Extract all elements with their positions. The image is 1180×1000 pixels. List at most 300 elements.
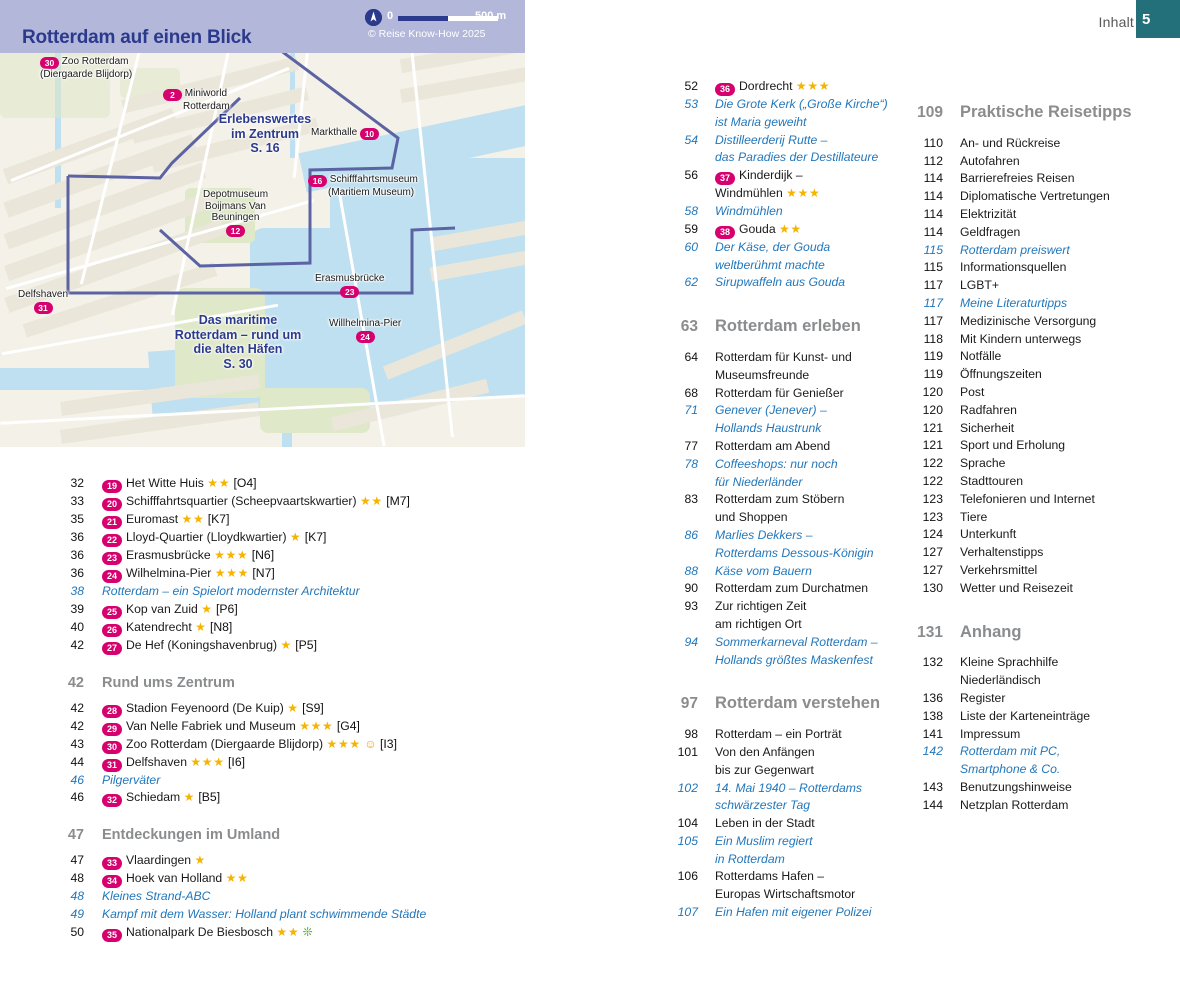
toc-entry-title: Rotterdam mit PC, bbox=[960, 744, 1061, 759]
toc-entry-row[interactable] bbox=[905, 153, 1170, 171]
toc-section-page: 42 bbox=[67, 674, 84, 691]
toc-entry-title: Telefonieren und Internet bbox=[960, 491, 1095, 506]
toc-page-number: 124 bbox=[922, 527, 943, 542]
toc-column-left bbox=[40, 475, 510, 942]
toc-entry-text bbox=[715, 815, 895, 833]
toc-page-number: 40 bbox=[70, 619, 84, 634]
toc-entry-text-line2 bbox=[715, 545, 895, 563]
toc-entry-title: Notfälle bbox=[960, 349, 1002, 364]
toc-entry-title-cont: am richtigen Ort bbox=[715, 616, 802, 631]
toc-page-number: 68 bbox=[684, 385, 698, 400]
rating-stars: ★ bbox=[280, 637, 292, 652]
toc-entry-text bbox=[102, 601, 510, 619]
toc-entry-row[interactable] bbox=[905, 313, 1170, 331]
toc-entry-title: Delfshaven bbox=[126, 754, 187, 769]
toc-page-number: 98 bbox=[684, 727, 698, 742]
area-maritim-line3: die alten Häfen bbox=[193, 342, 283, 356]
toc-page-number: 71 bbox=[684, 403, 698, 418]
toc-entry-text-line2 bbox=[960, 672, 1170, 690]
toc-entry-title: Tiere bbox=[960, 509, 988, 524]
rating-stars: ★★ bbox=[181, 512, 205, 526]
toc-page-number: 102 bbox=[677, 780, 698, 795]
scale-max-label: 500 m bbox=[475, 10, 507, 22]
toc-entry-text bbox=[102, 547, 510, 565]
toc-entry-text-line2 bbox=[715, 886, 895, 904]
toc-entry-title: Leben in der Stadt bbox=[715, 816, 815, 831]
toc-entry-title: LGBT+ bbox=[960, 278, 999, 293]
toc-entry-row[interactable] bbox=[905, 797, 1170, 815]
toc-entry-row[interactable] bbox=[660, 78, 895, 96]
toc-entry-text bbox=[715, 904, 895, 922]
area-zentrum-line2: im Zentrum bbox=[230, 126, 300, 141]
toc-entry-title: Die Grote Kerk („Große Kirche“) bbox=[715, 97, 888, 111]
toc-entry-text bbox=[715, 274, 895, 292]
toc-entry-title: Rotterdam am Abend bbox=[715, 438, 831, 453]
toc-entry-text-line2 bbox=[715, 652, 895, 670]
toc-page-number: 48 bbox=[70, 889, 84, 904]
map-grid-ref: [N6] bbox=[251, 548, 275, 562]
toc-page-number: 46 bbox=[70, 772, 84, 787]
toc-tip-row[interactable] bbox=[660, 132, 895, 168]
toc-section-header bbox=[40, 675, 510, 693]
toc-entry-title-cont: für Niederländer bbox=[715, 474, 803, 489]
toc-entry-row[interactable] bbox=[905, 206, 1170, 224]
toc-entry-text bbox=[102, 619, 510, 637]
toc-tip-row[interactable] bbox=[660, 904, 895, 922]
toc-page-number: 112 bbox=[923, 153, 943, 168]
toc-entry-text bbox=[960, 348, 1170, 366]
toc-entry-title: Post bbox=[960, 384, 985, 399]
toc-entry-row[interactable] bbox=[905, 690, 1170, 708]
toc-entry-title: Dordrecht bbox=[739, 79, 793, 93]
toc-entry-row[interactable] bbox=[40, 718, 510, 736]
toc-entry-row[interactable] bbox=[905, 366, 1170, 384]
map-poi-depot-line2: Boijmans Van bbox=[205, 200, 266, 212]
toc-page-number: 121 bbox=[922, 420, 943, 435]
toc-entry-text bbox=[102, 475, 510, 493]
toc-entry-row[interactable] bbox=[905, 779, 1170, 797]
toc-entry-text bbox=[960, 473, 1170, 491]
compass-north-icon bbox=[365, 9, 382, 26]
toc-entry-text bbox=[102, 637, 510, 655]
toc-entry-title: Coffeeshops: nur noch bbox=[715, 456, 838, 471]
toc-entry-row[interactable] bbox=[40, 493, 510, 511]
toc-entry-title-cont: Windmühlen bbox=[715, 186, 783, 201]
toc-entry-text bbox=[715, 580, 895, 598]
toc-entry-text bbox=[960, 153, 1170, 171]
toc-tip-row[interactable] bbox=[660, 203, 895, 221]
toc-page-number: 35 bbox=[70, 512, 84, 526]
toc-entry-row[interactable] bbox=[905, 331, 1170, 349]
toc-entry-title: Sicherheit bbox=[960, 420, 1015, 435]
toc-page-number: 42 bbox=[70, 718, 84, 733]
toc-page-number: 127 bbox=[922, 545, 943, 560]
map-grid-ref: [S9] bbox=[302, 700, 324, 715]
toc-entry-text bbox=[960, 491, 1170, 509]
toc-entry-title: Pilgerväter bbox=[102, 772, 161, 787]
toc-entry-text bbox=[102, 700, 510, 718]
toc-entry-title: Rotterdams Hafen – bbox=[715, 869, 825, 884]
toc-entry-text bbox=[715, 402, 895, 420]
toc-entry-row[interactable] bbox=[905, 562, 1170, 580]
toc-entry-title: Meine Literaturtipps bbox=[960, 295, 1068, 310]
area-maritim-line4: S. 30 bbox=[223, 356, 253, 371]
rating-stars: ★★★ bbox=[190, 754, 225, 769]
toc-entry-row[interactable] bbox=[660, 221, 895, 239]
toc-entry-text bbox=[102, 565, 510, 583]
toc-tip-row[interactable] bbox=[660, 274, 895, 292]
toc-page-number: 120 bbox=[922, 402, 943, 417]
toc-tip-row[interactable] bbox=[40, 583, 510, 601]
toc-tip-row[interactable] bbox=[905, 743, 1170, 779]
toc-tip-row[interactable] bbox=[40, 906, 510, 924]
toc-tip-row[interactable] bbox=[40, 888, 510, 906]
toc-page-number: 117 bbox=[923, 295, 943, 310]
toc-tip-row[interactable] bbox=[905, 295, 1170, 313]
toc-entry-title: Liste der Karteneinträge bbox=[960, 708, 1091, 723]
toc-entry-text bbox=[715, 167, 895, 185]
toc-badge-37: 37 bbox=[715, 172, 735, 185]
toc-page-number: 114 bbox=[923, 189, 943, 204]
toc-entry-title: Ein Muslim regiert bbox=[715, 833, 813, 848]
rating-stars: ★ bbox=[289, 530, 302, 544]
toc-tip-row[interactable] bbox=[660, 634, 895, 670]
toc-entry-row[interactable] bbox=[905, 654, 1170, 690]
toc-tip-row[interactable] bbox=[660, 402, 895, 438]
toc-tip-row[interactable] bbox=[660, 780, 895, 816]
toc-entry-row[interactable] bbox=[905, 473, 1170, 491]
toc-entry-text bbox=[960, 206, 1170, 224]
toc-entry-title: Wetter und Reisezeit bbox=[960, 580, 1073, 595]
toc-entry-text bbox=[960, 562, 1170, 580]
toc-entry-text-line2 bbox=[960, 761, 1170, 779]
rating-stars: ★ bbox=[201, 601, 213, 616]
toc-entry-title: Rotterdam für Kunst- und bbox=[715, 349, 852, 364]
map-grid-ref: [N8] bbox=[209, 619, 233, 634]
toc-column-right bbox=[905, 78, 1170, 814]
toc-entry-text bbox=[715, 744, 895, 762]
toc-entry-row[interactable] bbox=[40, 754, 510, 772]
toc-entry-row[interactable] bbox=[905, 455, 1170, 473]
toc-entry-title: Kinderdijk – bbox=[739, 168, 803, 183]
toc-entry-title: Rotterdam – ein Spielort modernster Architektur bbox=[102, 584, 360, 598]
toc-entry-row[interactable] bbox=[40, 852, 510, 870]
map-poi-miniworld-line1: Miniworld bbox=[184, 88, 228, 99]
toc-entry-text bbox=[715, 385, 895, 403]
toc-entry-row[interactable] bbox=[40, 475, 510, 493]
toc-entry-row[interactable] bbox=[905, 437, 1170, 455]
rating-stars: ★★★ bbox=[786, 186, 821, 201]
toc-page-number: 88 bbox=[684, 563, 698, 578]
map-poi-zoo bbox=[40, 56, 132, 81]
toc-badge-26: 26 bbox=[102, 624, 122, 637]
page-number-badge bbox=[1136, 0, 1180, 38]
toc-entry-title: Rotterdam zum Stöbern bbox=[715, 492, 845, 507]
toc-page-number: 144 bbox=[922, 797, 943, 812]
toc-badge-34: 34 bbox=[102, 875, 122, 888]
toc-entry-row[interactable] bbox=[905, 259, 1170, 277]
toc-entry-text bbox=[715, 527, 895, 545]
toc-entry-text bbox=[715, 833, 895, 851]
toc-entry-title: Het Witte Huis bbox=[126, 476, 204, 490]
rating-stars: ★★★ bbox=[299, 718, 334, 733]
toc-entry-row[interactable] bbox=[40, 529, 510, 547]
area-zentrum-line3: S. 16 bbox=[250, 141, 280, 155]
map-grid-ref: [G4] bbox=[336, 718, 360, 733]
toc-entry-text bbox=[960, 580, 1170, 598]
toc-entry-title: Gouda bbox=[739, 221, 776, 236]
toc-entry-row[interactable] bbox=[40, 637, 510, 655]
toc-page-number: 121 bbox=[922, 438, 943, 453]
toc-entry-row[interactable] bbox=[660, 438, 895, 456]
toc-entry-text bbox=[102, 754, 510, 772]
map-poi-willhelmina-pier bbox=[329, 318, 401, 343]
toc-entry-title: Lloyd-Quartier (Lloydkwartier) bbox=[126, 530, 287, 544]
map-badge-12: 12 bbox=[226, 225, 245, 237]
toc-entry-text bbox=[715, 239, 895, 257]
toc-entry-row[interactable] bbox=[40, 511, 510, 529]
toc-entry-text bbox=[960, 295, 1170, 313]
toc-badge-24: 24 bbox=[102, 570, 122, 583]
toc-tip-row[interactable] bbox=[905, 242, 1170, 260]
map-grid-ref: [K7] bbox=[304, 530, 327, 544]
toc-entry-row[interactable] bbox=[660, 598, 895, 634]
toc-entry-text bbox=[960, 797, 1170, 815]
toc-entry-row[interactable] bbox=[40, 547, 510, 565]
toc-entry-title: Verkehrsmittel bbox=[960, 562, 1038, 577]
toc-entry-row[interactable] bbox=[905, 384, 1170, 402]
toc-entry-title: Vlaardingen bbox=[126, 853, 192, 868]
toc-entry-row[interactable] bbox=[40, 789, 510, 807]
toc-page-number: 104 bbox=[677, 816, 698, 831]
toc-entry-title: Euromast bbox=[126, 512, 179, 526]
toc-page-number: 105 bbox=[677, 833, 698, 848]
map-copyright: © Reise Know-How 2025 bbox=[368, 28, 486, 40]
toc-entry-row[interactable] bbox=[905, 491, 1170, 509]
toc-entry-title: Käse vom Bauern bbox=[715, 563, 812, 578]
toc-entry-row[interactable] bbox=[40, 870, 510, 888]
toc-entry-title: Zoo Rotterdam (Diergaarde Blijdorp) bbox=[126, 736, 324, 751]
toc-entry-text bbox=[102, 583, 510, 601]
toc-entry-text bbox=[960, 135, 1170, 153]
toc-entry-row[interactable] bbox=[40, 601, 510, 619]
toc-section-title: Rotterdam verstehen bbox=[715, 694, 881, 713]
toc-page-number: 101 bbox=[677, 744, 698, 759]
toc-entry-row[interactable] bbox=[905, 170, 1170, 188]
toc-entry-row[interactable] bbox=[905, 224, 1170, 242]
toc-entry-text bbox=[102, 493, 510, 511]
toc-entry-title-cont: bis zur Gegenwart bbox=[715, 762, 814, 777]
toc-tip-row[interactable] bbox=[660, 239, 895, 275]
toc-entry-text bbox=[715, 456, 895, 474]
toc-entry-row[interactable] bbox=[905, 726, 1170, 744]
toc-tip-row[interactable] bbox=[660, 96, 895, 132]
toc-page-number: 142 bbox=[922, 744, 943, 759]
toc-tip-row[interactable] bbox=[660, 833, 895, 869]
toc-section-page: 109 bbox=[917, 104, 943, 121]
toc-entry-title: Schifffahrtsquartier (Scheepvaartskwartier) bbox=[126, 494, 357, 508]
map-badge-2: 2 bbox=[163, 89, 182, 101]
toc-entry-row[interactable] bbox=[905, 526, 1170, 544]
toc-entry-row[interactable] bbox=[40, 619, 510, 637]
toc-tip-row[interactable] bbox=[660, 563, 895, 581]
toc-entry-title-cont: schwärzester Tag bbox=[715, 798, 811, 813]
map-poi-zoo-line2: (Diergaarde Blijdorp) bbox=[40, 69, 133, 80]
map-poi-miniworld-line2: Rotterdam bbox=[183, 101, 230, 112]
toc-entry-title: Rotterdam preiswert bbox=[960, 242, 1070, 257]
rating-stars: ★ bbox=[195, 619, 207, 634]
toc-page-number: 136 bbox=[922, 690, 943, 705]
toc-entry-row[interactable] bbox=[660, 744, 895, 780]
toc-entry-title: Elektrizität bbox=[960, 206, 1017, 221]
toc-entry-text bbox=[102, 852, 510, 870]
map-grid-ref: [I6] bbox=[228, 754, 245, 769]
map-poi-erasmusbruecke bbox=[315, 273, 384, 298]
toc-entry-row[interactable] bbox=[905, 135, 1170, 153]
toc-page-number: 42 bbox=[70, 637, 84, 652]
toc-entry-title: An- und Rückreise bbox=[960, 135, 1061, 150]
toc-page-number: 36 bbox=[70, 530, 84, 544]
toc-page-number: 132 bbox=[922, 655, 943, 670]
toc-entry-row[interactable] bbox=[660, 726, 895, 744]
toc-entry-row[interactable] bbox=[905, 544, 1170, 562]
toc-entry-row[interactable] bbox=[905, 580, 1170, 598]
map-grid-ref: [I3] bbox=[380, 736, 397, 751]
toc-page-number: 50 bbox=[70, 924, 84, 939]
toc-page-number: 38 bbox=[70, 584, 84, 598]
map-grid-ref: [O4] bbox=[233, 476, 257, 490]
map-poi-schifffahrtsmuseum bbox=[308, 174, 418, 199]
toc-tip-row[interactable] bbox=[40, 772, 510, 790]
toc-page-number: 86 bbox=[684, 527, 698, 542]
toc-entry-row[interactable] bbox=[905, 420, 1170, 438]
toc-entry-title: Impressum bbox=[960, 726, 1021, 741]
toc-badge-20: 20 bbox=[102, 498, 122, 511]
toc-entry-text bbox=[960, 259, 1170, 277]
toc-page-number: 115 bbox=[923, 242, 943, 257]
toc-entry-text bbox=[960, 313, 1170, 331]
toc-section-page: 131 bbox=[917, 623, 943, 641]
toc-entry-text bbox=[960, 170, 1170, 188]
map-canvas bbox=[0, 38, 525, 447]
toc-entry-text-line2 bbox=[715, 797, 895, 815]
map-poi-depot-line1: Depotmuseum bbox=[203, 189, 269, 200]
toc-page-number: 118 bbox=[923, 331, 943, 346]
toc-page-number: 43 bbox=[70, 736, 84, 751]
page-number: 5 bbox=[1142, 11, 1151, 28]
toc-badge-21: 21 bbox=[102, 516, 122, 529]
map-area-label-zentrum bbox=[185, 112, 345, 156]
toc-page-number: 138 bbox=[922, 708, 943, 723]
toc-entry-title: Rotterdam für Genießer bbox=[715, 385, 844, 400]
toc-entry-text bbox=[102, 906, 510, 924]
map-grid-ref: [B5] bbox=[198, 790, 221, 805]
toc-entry-row[interactable] bbox=[660, 491, 895, 527]
toc-entry-title: Kleines Strand-ABC bbox=[102, 889, 211, 904]
toc-page-number: 117 bbox=[923, 278, 943, 293]
toc-page-number: 56 bbox=[684, 168, 698, 183]
toc-entry-text bbox=[715, 491, 895, 509]
scale-min-label: 0 bbox=[387, 10, 394, 22]
toc-entry-title: Der Käse, der Gouda bbox=[715, 239, 831, 254]
toc-page-number: 46 bbox=[70, 790, 84, 805]
toc-entry-row[interactable] bbox=[660, 167, 895, 203]
toc-entry-title: Diplomatische Vertretungen bbox=[960, 189, 1110, 204]
toc-column-middle bbox=[660, 78, 895, 922]
toc-entry-row[interactable] bbox=[40, 736, 510, 754]
toc-entry-row[interactable] bbox=[40, 565, 510, 583]
toc-entry-row[interactable] bbox=[40, 700, 510, 718]
toc-entry-row[interactable] bbox=[905, 348, 1170, 366]
toc-page-number: 90 bbox=[684, 581, 698, 596]
area-zentrum-line1: Erlebenswertes bbox=[218, 112, 312, 126]
toc-page-number: 78 bbox=[684, 456, 698, 471]
toc-entry-title-cont: Europas Wirtschaftsmotor bbox=[715, 887, 856, 902]
toc-entry-text bbox=[715, 726, 895, 744]
toc-entry-title: Medizinische Versorgung bbox=[960, 313, 1097, 328]
toc-entry-text bbox=[960, 708, 1170, 726]
toc-entry-row[interactable] bbox=[660, 815, 895, 833]
toc-page-number: 123 bbox=[922, 509, 943, 524]
toc-entry-title: Genever (Jenever) – bbox=[715, 403, 827, 418]
map-grid-ref: [M7] bbox=[386, 494, 410, 508]
toc-tip-row[interactable] bbox=[660, 456, 895, 492]
toc-entry-text bbox=[960, 384, 1170, 402]
toc-entry-row[interactable] bbox=[660, 868, 895, 904]
toc-entry-row[interactable] bbox=[660, 385, 895, 403]
toc-entry-title: Informationsquellen bbox=[960, 260, 1067, 275]
toc-badge-19: 19 bbox=[102, 480, 122, 493]
toc-page-number: 114 bbox=[923, 171, 943, 186]
toc-page-number: 58 bbox=[684, 203, 698, 218]
map-credit-block bbox=[365, 9, 515, 40]
toc-entry-row[interactable] bbox=[660, 349, 895, 385]
toc-entry-row[interactable] bbox=[660, 580, 895, 598]
toc-entry-text bbox=[960, 437, 1170, 455]
toc-section-title: Rund ums Zentrum bbox=[102, 674, 235, 691]
toc-page-number: 36 bbox=[70, 566, 84, 580]
toc-tip-row[interactable] bbox=[660, 527, 895, 563]
toc-entry-row[interactable] bbox=[905, 188, 1170, 206]
toc-entry-title: Van Nelle Fabriek und Museum bbox=[126, 718, 296, 733]
map-poi-delfshaven-label: Delfshaven bbox=[18, 289, 69, 300]
toc-entry-text-line2 bbox=[715, 420, 895, 438]
toc-page-number: 106 bbox=[677, 869, 698, 884]
toc-entry-title-cont: Hollands größtes Maskenfest bbox=[715, 652, 873, 667]
toc-entry-row[interactable] bbox=[905, 402, 1170, 420]
page-header bbox=[920, 0, 1180, 40]
toc-section-title: Rotterdam erleben bbox=[715, 317, 861, 336]
toc-entry-row[interactable] bbox=[905, 277, 1170, 295]
toc-entry-text bbox=[102, 888, 510, 906]
toc-entry-title: Nationalpark De Biesbosch bbox=[126, 924, 274, 939]
toc-entry-title: Kop van Zuid bbox=[126, 601, 198, 616]
toc-entry-text-line2 bbox=[715, 616, 895, 634]
toc-entry-row[interactable] bbox=[905, 509, 1170, 527]
rating-stars: ★★★ bbox=[214, 548, 249, 562]
toc-badge-28: 28 bbox=[102, 705, 122, 718]
toc-section-page: 97 bbox=[680, 695, 698, 713]
toc-entry-row[interactable] bbox=[40, 924, 510, 942]
toc-entry-title: De Hef (Koningshavenbrug) bbox=[126, 637, 278, 652]
map-badge-16: 16 bbox=[308, 175, 327, 187]
toc-entry-text bbox=[102, 789, 510, 807]
toc-entry-row[interactable] bbox=[905, 708, 1170, 726]
toc-page-number: 93 bbox=[684, 599, 698, 614]
toc-entry-title: Wilhelmina-Pier bbox=[126, 566, 212, 580]
area-maritim-line2: Rotterdam – rund um bbox=[174, 327, 302, 342]
toc-page-number: 94 bbox=[684, 634, 698, 649]
